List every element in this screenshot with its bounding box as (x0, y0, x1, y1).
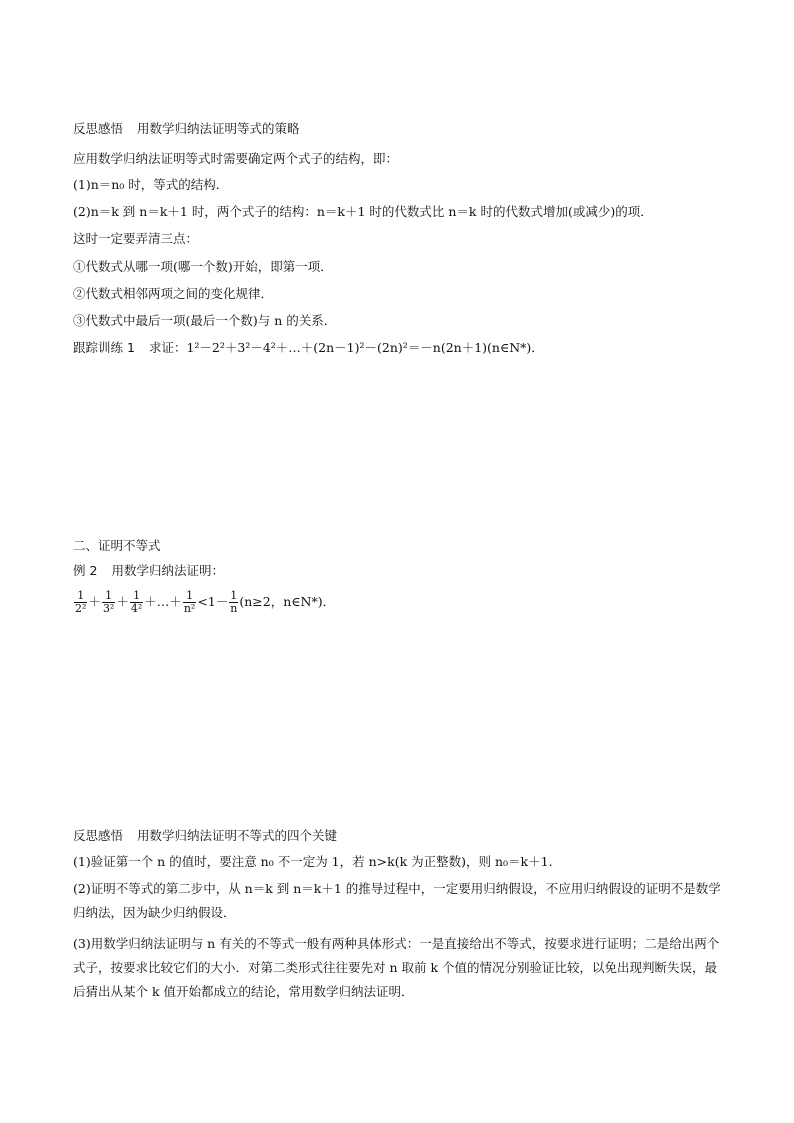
plus-sign: ＋ (116, 594, 129, 609)
fraction-denominator: 4² (130, 602, 143, 615)
exercise-1 (73, 340, 544, 356)
fraction-denominator: n (230, 602, 238, 615)
example-2 (73, 563, 224, 579)
inequality-formula (73, 590, 335, 615)
section-heading: 二、证明不等式 (73, 538, 161, 553)
intro-text: 应用数学归纳法证明等式时需要确定两个式子的结构，即： (73, 151, 399, 166)
list-item-1: (1)n＝n₀ 时，等式的结构． (73, 177, 229, 192)
example-text: 用数学归纳法证明： (111, 563, 224, 578)
less-than: <1－ (197, 594, 229, 609)
plus-sign: ＋ (88, 594, 101, 609)
fraction-term-3 (130, 590, 143, 615)
fraction-numerator: 1 (230, 589, 238, 602)
fraction-term-rhs (229, 590, 238, 615)
fraction-term-n (183, 590, 197, 615)
reflection-label: 反思感悟 (73, 828, 124, 843)
point-3: ③代数式中最后一项(最后一个数)与 n 的关系． (73, 313, 337, 328)
reflection-title: 用数学归纳法证明不等式的四个关键 (137, 828, 338, 843)
clarify-text: 这时一定要弄清三点： (73, 231, 199, 246)
fraction-numerator: 1 (102, 590, 115, 603)
reflection-label: 反思感悟 (73, 121, 124, 136)
fraction-denominator: n² (183, 602, 196, 615)
exercise-label: 跟踪训练 1 (73, 340, 135, 355)
point-1: ①代数式从哪一项(哪一个数)开始，即第一项． (73, 259, 333, 274)
fraction-denominator: 3² (102, 602, 115, 615)
point-2: ②代数式相邻两项之间的变化规律． (73, 286, 274, 301)
fraction-numerator: 1 (74, 590, 87, 603)
reflection-title: 用数学归纳法证明等式的策略 (137, 121, 300, 136)
fraction-term-2 (102, 590, 115, 615)
key-item-1: (1)验证第一个 n 的值时，要注意 n₀ 不一定为 1，若 n>k(k 为正整数)，则 n₀＝k＋1. (73, 854, 553, 869)
fraction-term-1 (74, 590, 87, 615)
reflection-heading-2 (73, 828, 337, 844)
condition: (n≥2，n∈N*)． (239, 594, 336, 609)
list-item-2: (2)n＝k 到 n＝k＋1 时，两个式子的结构：n＝k＋1 时的代数式比 n＝k 时的代数式增加(或减少)的项． (73, 204, 653, 219)
fraction-numerator: 1 (183, 590, 197, 603)
reflection-heading-1 (73, 121, 300, 137)
fraction-numerator: 1 (130, 590, 143, 603)
ellipsis: ＋…＋ (144, 594, 182, 609)
key-item-3: (3)用数学归纳法证明与 n 有关的不等式一般有两种具体形式：一是直接给出不等式，按要求进行证明；二是给出两个式子，按要求比较它们的大小．对第二类形式往往要先对 n 取前 k 个值的情况分别验证比较，以免出现判断失误，最后猜出从某个 k 值开始都成立的结论，常用数学归纳法证明． (73, 936, 720, 999)
key-item-2: (2)证明不等式的第二步中，从 n＝k 到 n＝k＋1 的推导过程中，一定要用归纳假设，不应用归纳假设的证明不是数学归纳法，因为缺少归纳假设． (73, 881, 721, 920)
example-label: 例 2 (73, 563, 98, 578)
fraction-denominator: 2² (75, 602, 87, 615)
exercise-text: 求证：1²－2²＋3²－4²＋…＋(2n－1)²－(2n)²＝－n(2n＋1)(n∈N*)． (148, 340, 544, 355)
